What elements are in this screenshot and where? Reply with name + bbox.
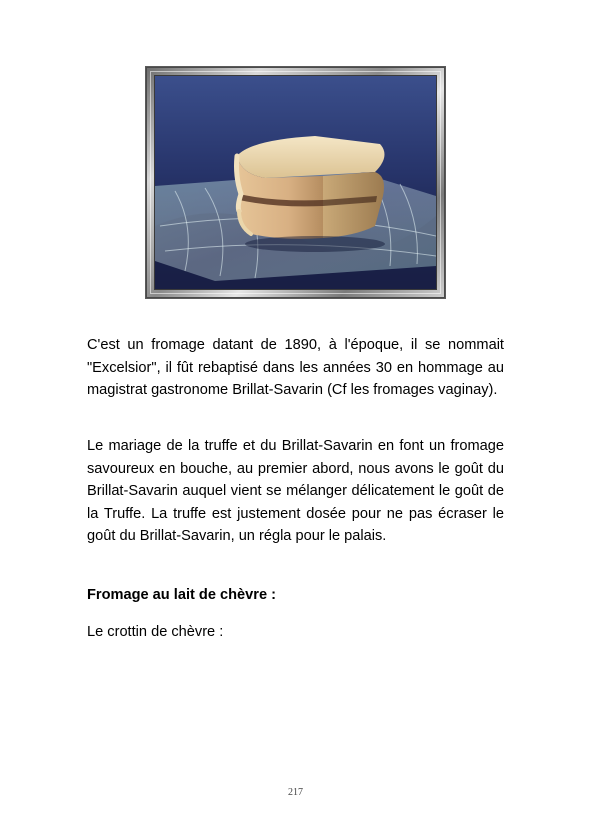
page-number: 217 — [288, 787, 303, 798]
paragraph-crottin: Le crottin de chèvre : — [87, 624, 224, 640]
paragraph-truffle: Le mariage de la truffe et du Brillat-Savarin en font un fromage savoureux en bouche, au premier abord, nous avons le goût du Brillat-Savarin auquel vient se mélanger délicatement le goût de la Truffe. La truffe est justement dosée pour ne pas écraser le goût du Brillat-Savarin, un régla pour le palais. — [87, 438, 504, 544]
section-heading: Fromage au lait de chèvre : — [87, 587, 276, 603]
cheese-photo — [155, 76, 436, 289]
photo-frame — [146, 67, 445, 298]
paragraph-history: C'est un fromage datant de 1890, à l'époque, il se nommait "Excelsior", il fût rebaptisé dans les années 30 en hommage au magistrat gastronome Brillat-Savarin (Cf les fromages vaginay). — [87, 337, 504, 398]
